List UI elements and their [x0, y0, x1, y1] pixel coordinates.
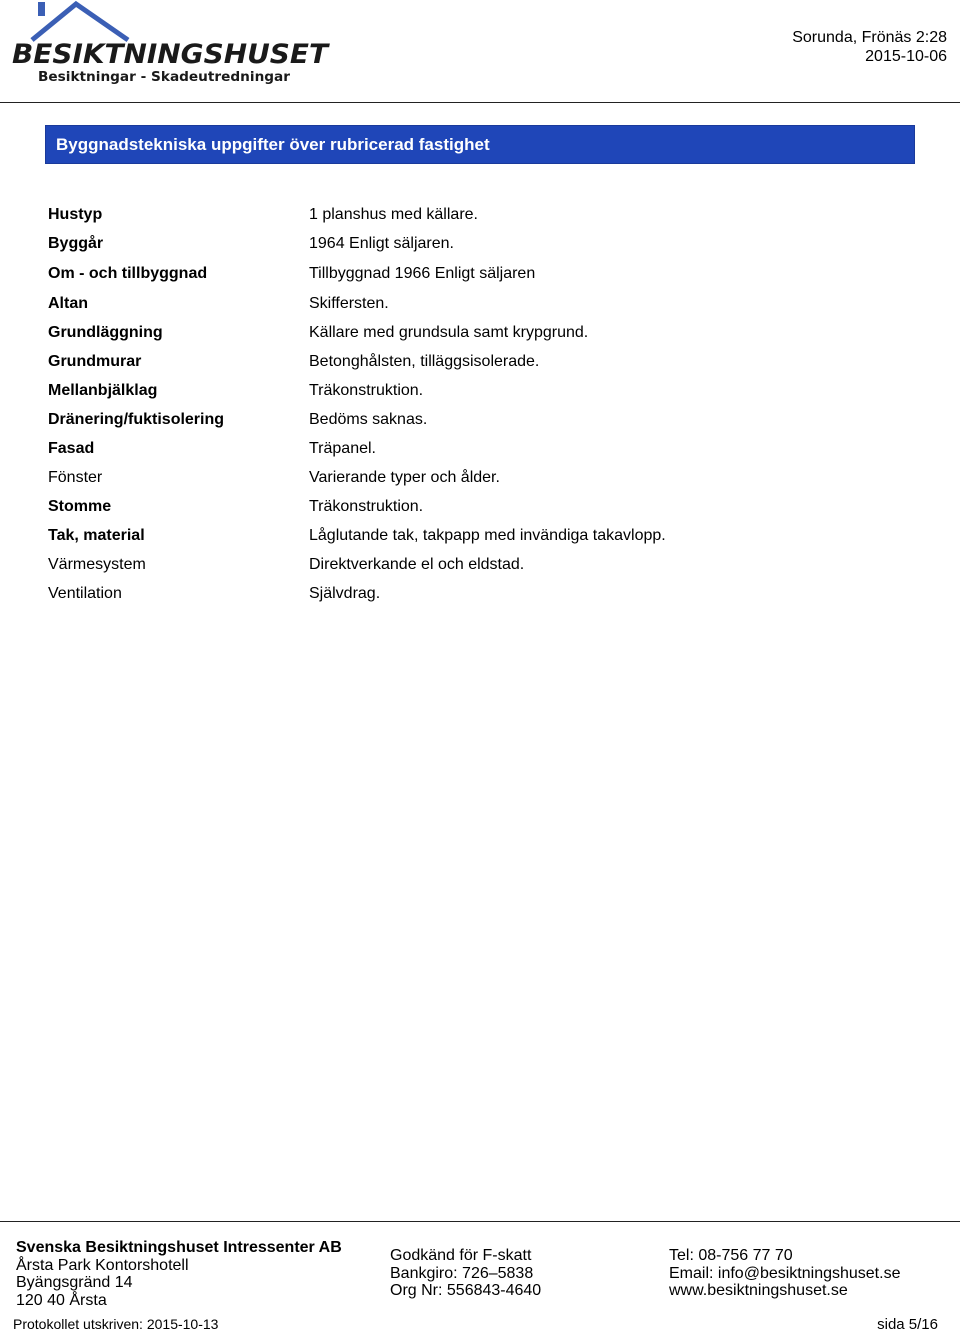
footer-address-line: Byängsgränd 14	[16, 1274, 133, 1291]
property-value: Tillbyggnad 1966 Enligt säljaren	[309, 264, 536, 282]
property-row	[48, 579, 908, 608]
property-row	[48, 434, 908, 463]
property-row	[48, 521, 908, 550]
roof-icon	[32, 4, 128, 40]
property-label: Ventilation	[48, 584, 122, 602]
footer-website: www.besiktningshuset.se	[669, 1282, 848, 1299]
property-value: Självdrag.	[309, 584, 381, 602]
section-title: Byggnadstekniska uppgifter över rubricerad fastighet	[45, 125, 915, 164]
property-label: Fasad	[48, 439, 95, 457]
property-label: Mellanbjälklag	[48, 381, 158, 399]
property-label: Hustyp	[48, 205, 103, 223]
company-logo	[10, 0, 340, 86]
property-value: Låglutande tak, takpapp med invändiga takavlopp.	[309, 526, 666, 544]
property-row	[48, 318, 908, 347]
property-value: Betonghålsten, tilläggsisolerade.	[309, 352, 540, 370]
header-divider	[0, 102, 960, 103]
logo-tagline: Besiktningar - Skadeutredningar	[38, 70, 291, 85]
logo-graphic	[10, 0, 340, 86]
footer-divider	[0, 1221, 960, 1222]
property-label: Fönster	[48, 468, 103, 486]
property-value: 1964 Enligt säljaren.	[309, 234, 454, 252]
property-value: Direktverkande el och eldstad.	[309, 555, 525, 573]
property-label: Grundläggning	[48, 323, 163, 341]
property-table	[48, 200, 908, 608]
footer-finance-block	[390, 1247, 541, 1300]
page-number: sida 5/16	[877, 1316, 938, 1333]
property-label: Dränering/fuktisolering	[48, 410, 225, 428]
footer-bankgiro: Bankgiro: 726–5838	[390, 1264, 534, 1282]
property-label: Grundmurar	[48, 352, 142, 370]
property-row	[48, 229, 908, 258]
property-row	[48, 289, 908, 318]
footer-email: Email: info@besiktningshuset.se	[669, 1264, 901, 1282]
property-row	[48, 492, 908, 521]
report-date: 2015-10-06	[865, 48, 947, 65]
property-value: Källare med grundsula samt krypgrund.	[309, 323, 589, 341]
property-row	[48, 200, 908, 229]
property-label: Värmesystem	[48, 555, 146, 573]
footer-contact-block	[669, 1247, 900, 1300]
property-row	[48, 258, 908, 289]
footer-orgnr: Org Nr: 556843-4640	[390, 1282, 542, 1299]
property-value: Bedöms saknas.	[309, 410, 428, 428]
property-value: Träkonstruktion.	[309, 381, 424, 399]
property-value: Träkonstruktion.	[309, 497, 424, 515]
property-name: Sorunda, Frönäs 2:28	[792, 29, 947, 46]
property-label: Altan	[48, 294, 88, 312]
property-row	[48, 347, 908, 376]
footer-company-name: Svenska Besiktningshuset Intressenter AB	[16, 1239, 342, 1256]
printed-date: Protokollet utskriven: 2015-10-13	[13, 1316, 219, 1332]
footer-address-line: Årsta Park Kontorshotell	[16, 1256, 189, 1274]
property-label: Byggår	[48, 234, 104, 252]
property-label: Om - och tillbyggnad	[48, 264, 208, 282]
footer-address-line: 120 40 Årsta	[16, 1291, 107, 1309]
property-row	[48, 405, 908, 434]
property-value: 1 planshus med källare.	[309, 205, 478, 223]
footer-phone: Tel: 08-756 77 70	[669, 1247, 793, 1264]
property-value: Varierande typer och ålder.	[309, 468, 500, 486]
logo-wordmark: BESIKTNINGSHUSET	[12, 39, 331, 70]
property-label: Stomme	[48, 497, 112, 515]
header-info	[792, 28, 947, 66]
property-row	[48, 376, 908, 405]
property-value: Skiffersten.	[309, 294, 389, 312]
footer-tax-status: Godkänd för F-skatt	[390, 1247, 532, 1264]
property-value: Träpanel.	[309, 439, 376, 457]
chimney-icon	[38, 2, 45, 16]
property-label: Tak, material	[48, 526, 145, 544]
property-row	[48, 463, 908, 492]
footer-company-block	[16, 1239, 342, 1309]
property-row	[48, 550, 908, 579]
